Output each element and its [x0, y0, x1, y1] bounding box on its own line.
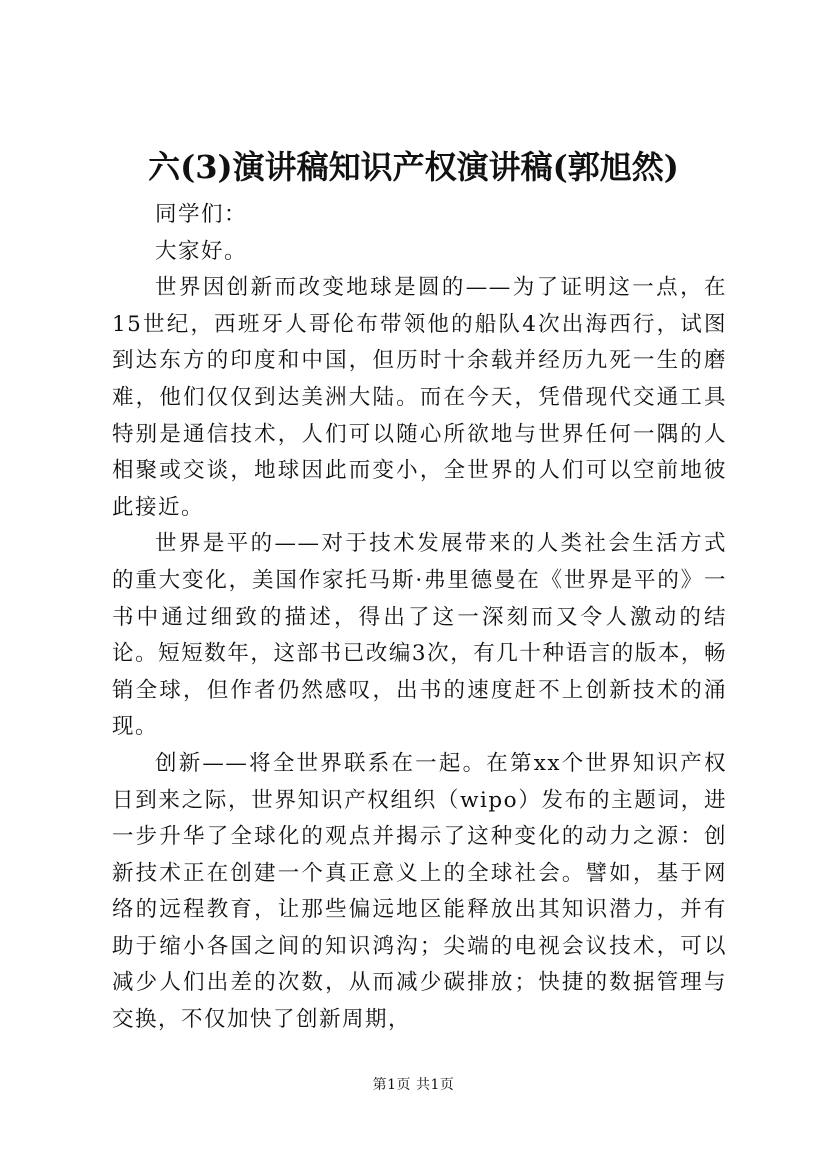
paragraph-world-flat: 世界是平的——对于技术发展带来的人类社会生活方式的重大变化，美国作家托马斯·弗里德曼在《世界是平的》一书中通过细致的描述，得出了这一深刻而又令人激动的结论。短短数年，这部书已改编3次，有几十种语言的版本，畅销全球，但作者仍然感叹，出书的速度赶不上创新技术的涌现。 [112, 531, 727, 740]
document-body [112, 197, 727, 1039]
document-title: 六(3)演讲稿知识产权演讲稿(郭旭然) [148, 148, 679, 186]
paragraph-world-changed: 世界因创新而改变地球是圆的——为了证明这一点，在15世纪，西班牙人哥伦布带领他的船队4次出海西行，试图到达东方的印度和中国，但历时十余载并经历九死一生的磨难，他们仅仅到达美洲大陆。而在今天，凭借现代交通工具特别是通信技术，人们可以随心所欲地与世界任何一隅的人相聚或交谈，地球因此而变小，全世界的人们可以空前地彼此接近。 [112, 275, 727, 520]
paragraph-hello: 大家好。 [155, 238, 248, 264]
page-footer: 第1页 共1页 [372, 1077, 455, 1093]
paragraph-greeting: 同学们： [155, 202, 248, 227]
paragraph-innovation: 创新——将全世界联系在一起。在第xx个世界知识产权日到来之际，世界知识产权组织（wipo）发布的主题词，进一步升华了全球化的观点并揭示了这种变化的动力之源：创新技术正在创建一个真正意义上的全球社会。譬如，基于网络的远程教育，让那些偏远地区能释放出其知识潜力，并有助于缩小各国之间的知识鸿沟；尖端的电视会议技术，可以减少人们出差的次数，从而减少碳排放；快捷的数据管理与交换，不仅加快了创新周期， [112, 750, 727, 1033]
